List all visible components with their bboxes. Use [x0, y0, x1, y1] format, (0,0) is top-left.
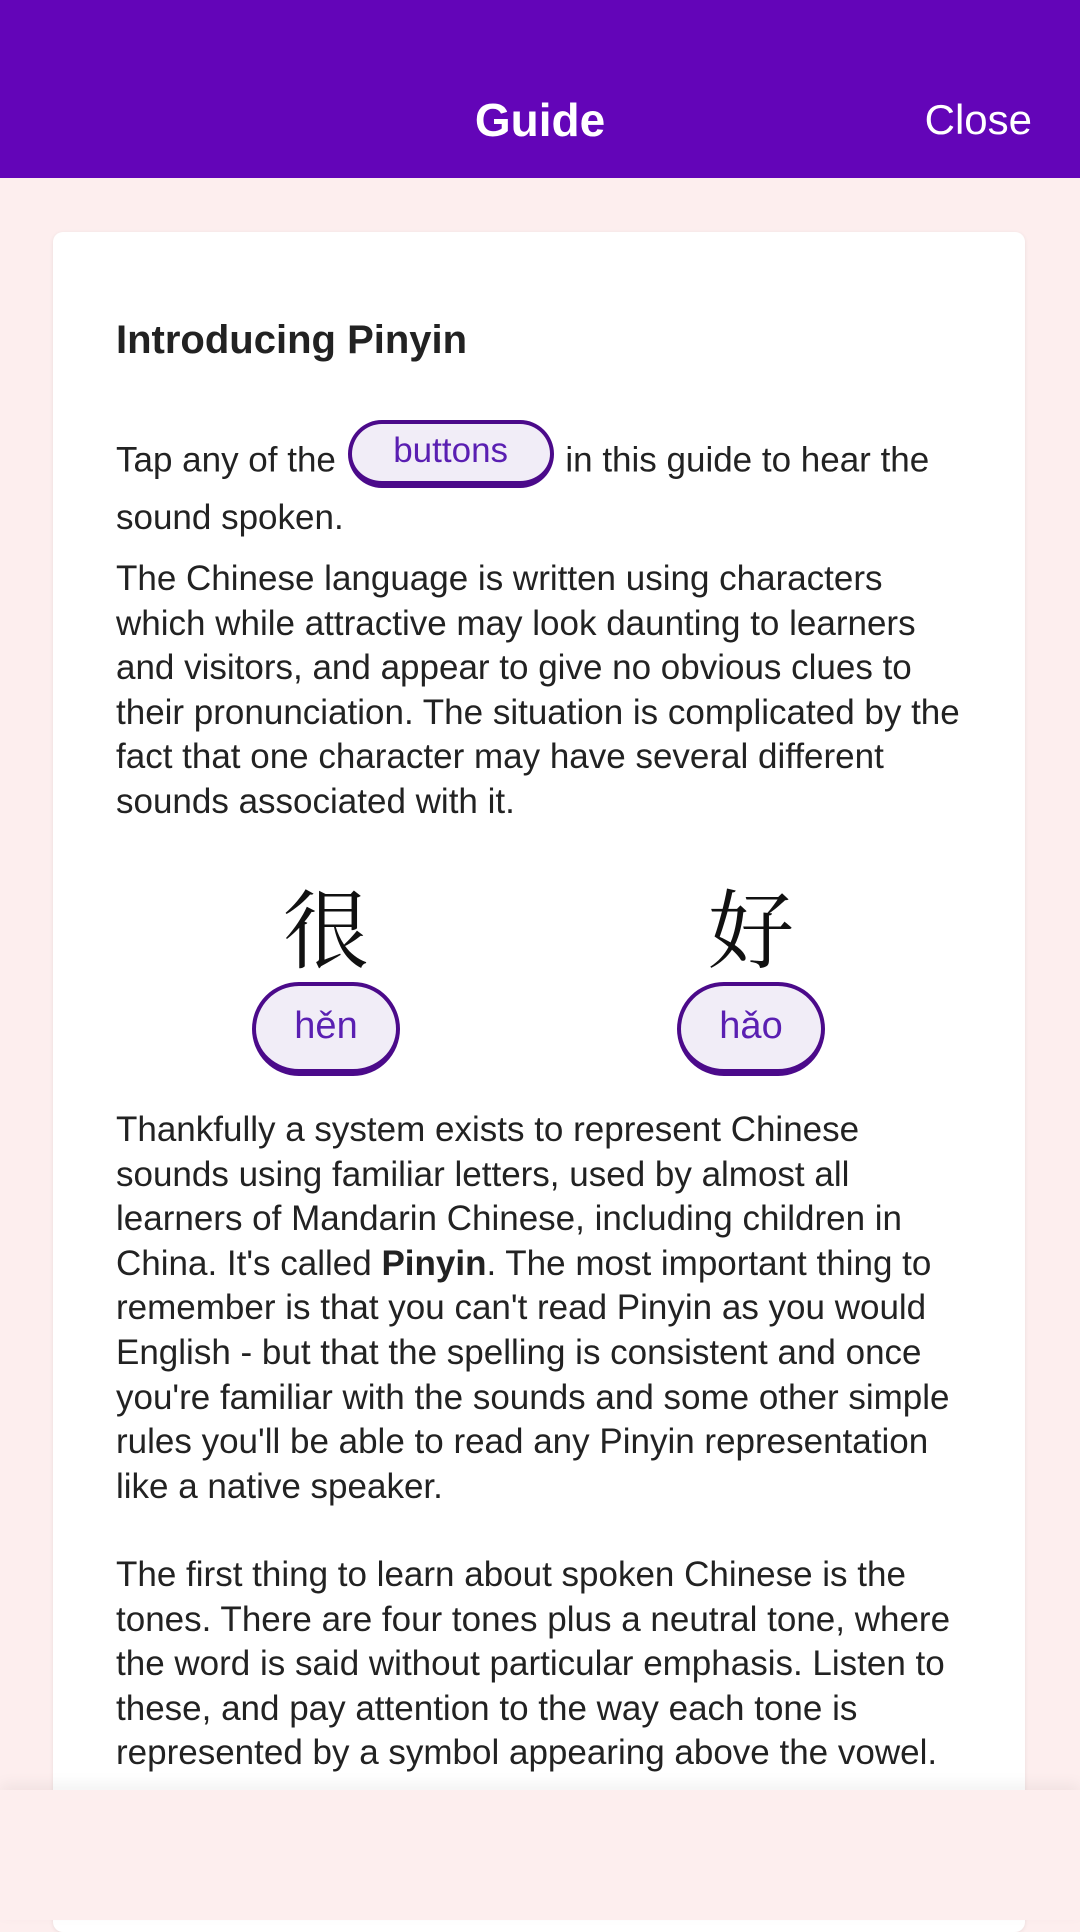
- guide-heading: Introducing Pinyin: [116, 318, 468, 362]
- page-title: Guide: [474, 94, 606, 146]
- character-example-hao: [641, 882, 861, 1076]
- hanzi-hao: 好: [708, 882, 794, 982]
- intro-text-after: in this guide to hear the sound spoken.: [116, 440, 930, 537]
- pinyin-text-before: Thankfully a system exists to represent Chinese sounds using familiar letters, used by almost all learners of Mandarin Chinese, including children in China. It's called: [116, 1110, 902, 1283]
- sample-sound-button[interactable]: buttons: [348, 420, 554, 488]
- paragraph-tones: The first thing to learn about spoken Chinese is the tones. There are four tones plus a neutral tone, where the word is said without particular emphasis. Listen to these, and pay attention to the way each tone is represented by a symbol appearing above the vowel.: [116, 1555, 951, 1773]
- intro-paragraph: [116, 428, 966, 541]
- hanzi-hen: 很: [283, 882, 369, 982]
- pinyin-term: Pinyin: [381, 1243, 487, 1283]
- close-button[interactable]: Close: [924, 96, 1032, 143]
- intro-text-before: Tap any of the: [116, 440, 336, 480]
- bottom-area: [0, 1790, 1080, 1920]
- character-example-hen: [216, 882, 436, 1076]
- pinyin-text-after: . The most important thing to remember is that you can't read Pinyin as you would English - but that the spelling is consistent and once you're familiar with the sounds and some other simple rules you'll be able to read any Pinyin representation like a native speaker.: [116, 1243, 950, 1506]
- pinyin-button-hen[interactable]: hěn: [252, 982, 400, 1076]
- paragraph-characters: The Chinese language is written using characters which while attractive may look daunting to learners and visitors, and appear to give no obvious clues to their pronunciation. The situation is complicated by the fact that one character may have several different sounds associated with it.: [116, 559, 960, 821]
- app-bar: [0, 0, 1080, 178]
- pinyin-button-hao[interactable]: hǎo: [677, 982, 825, 1076]
- paragraph-pinyin: [116, 1108, 966, 1509]
